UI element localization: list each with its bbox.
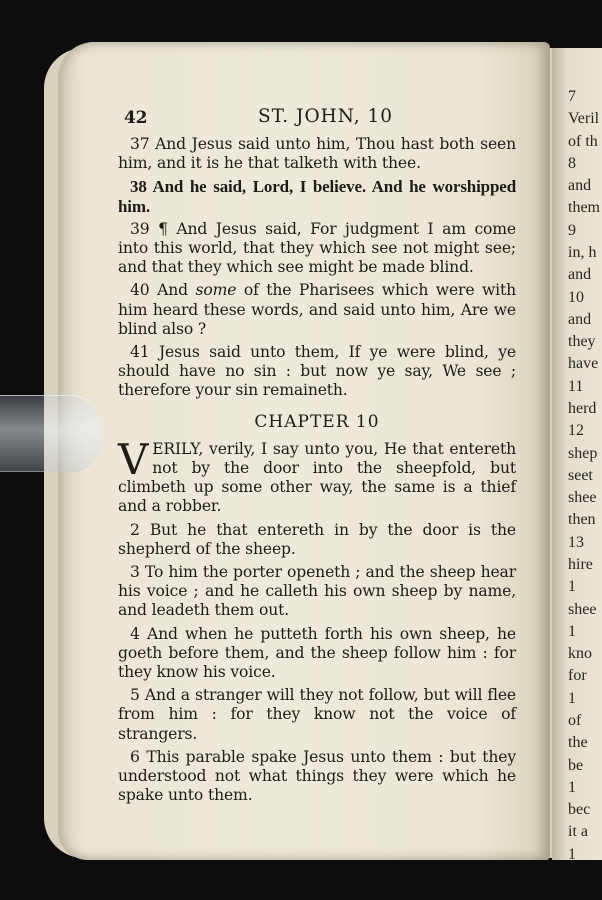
right-page-fragment: 12 (568, 422, 584, 440)
verse-number: 6 (130, 747, 140, 766)
verse-1 (118, 434, 516, 517)
right-page-fragment: 1 (568, 778, 576, 796)
verse-number: 3 (130, 563, 140, 582)
right-page-fragment: herd (568, 400, 597, 417)
right-page-fragment: of th (568, 132, 598, 150)
verse-text: This parable spake Jesus unto them : but they understood not what things they were which he spake unto them. (118, 747, 517, 805)
right-page-fragment: shep (568, 444, 598, 462)
right-page-fragment: 13 (568, 533, 584, 551)
right-page-fragment: 1 (568, 689, 576, 707)
verse-number: 2 (130, 520, 140, 539)
right-page-fragment: they (568, 333, 596, 351)
right-page-fragment: and (568, 310, 592, 328)
chapter-heading: CHAPTER 10 (254, 411, 380, 432)
verse-text: To him the porter openeth ; and the sheep hear his voice ; and he calleth his own sheep by name, and leadeth them out. (118, 563, 517, 620)
verse-text: ¶ And Jesus said, For judgment I am come into this world, that they which see not might see; and that they which see might be made blind. (118, 219, 516, 277)
right-page-edge (552, 48, 602, 860)
right-page-fragment: the (568, 734, 588, 752)
right-page-fragment: 11 (568, 377, 584, 395)
verse-text: And he said, Lord, I believe. And he worshipped him. (118, 177, 516, 216)
verse-text: And Jesus said unto him, Thou hast both seen him, and it is he that talketh with thee. (118, 135, 516, 173)
verse-41 (118, 343, 516, 401)
verse-number: 37 (130, 135, 150, 153)
right-page-fragment: kno (568, 645, 592, 663)
page-number: 42 (124, 108, 148, 128)
right-page-fragment: shee (568, 600, 597, 618)
verse-text: And (157, 281, 196, 300)
verse-italic-word: some (195, 281, 237, 300)
running-head (118, 105, 516, 135)
verse-text: But he that entereth in by the door is the shepherd of the sheep. (118, 520, 516, 558)
verse-number: 40 (130, 281, 150, 300)
verse-40 (118, 281, 516, 339)
verse-6 (118, 748, 516, 806)
right-page-fragment: shee (568, 489, 597, 507)
drop-cap: V (118, 434, 149, 484)
verse-2 (118, 521, 516, 559)
verse-text: And when he putteth forth his own sheep, he goeth before them, and the sheep follow him : for they know his voice. (118, 624, 517, 682)
verse-text: Jesus said unto them, If ye were blind, ye should have no sin : but now ye say, We see ; therefore your sin remaineth. (118, 343, 516, 400)
right-page-fragment: of (568, 712, 582, 729)
verse-text: And a stranger will they not follow, but will flee from him : for they know not the voice of strangers. (118, 686, 516, 743)
verse-number: 5 (130, 686, 140, 705)
right-page-fragment: and (568, 266, 592, 284)
verse-number: 39 (130, 219, 150, 238)
right-page-fragment: seet (568, 466, 593, 484)
running-title: ST. JOHN, 10 (258, 106, 394, 127)
verse-39 (118, 220, 516, 278)
verse-3 (118, 563, 516, 621)
verse-text: of the Pharisees which were with him heard these words, and said unto him, Are we blind also ? (118, 281, 516, 338)
right-page-fragment: 1 (568, 845, 576, 860)
right-page-fragment: hire (568, 556, 593, 573)
right-page-fragment: in, h (568, 244, 597, 261)
right-page-fragment: for (568, 667, 587, 685)
right-page-fragment: have (568, 355, 599, 373)
verse-number: 4 (130, 624, 140, 643)
verse-number: 38 (130, 177, 147, 197)
verse-number: 41 (130, 343, 150, 362)
right-page-fragment: them (568, 199, 600, 217)
right-page-fragment: then (568, 511, 596, 529)
right-page-fragment: 1 (568, 622, 576, 640)
right-page-fragment: it a (568, 823, 588, 841)
verse-5 (118, 686, 516, 744)
verse-4 (118, 625, 516, 683)
right-page-fragment: and (568, 177, 592, 195)
right-page-fragment: 1 (568, 578, 576, 596)
right-page-fragment: 7 (568, 88, 576, 105)
page-text (118, 105, 516, 810)
verse-38 (118, 177, 516, 215)
verse-37 (118, 135, 516, 173)
verse-text: ERILY, verily, I say unto you, He that entereth not by the door into the sheepfold, but climbeth up some other way, the same is a thief and a robber. (118, 439, 516, 516)
right-page-fragment: be (568, 756, 584, 774)
right-page-fragment: 8 (568, 154, 576, 172)
right-page-fragment: bec (568, 801, 591, 819)
page-tab-marker (0, 395, 100, 472)
right-page-fragment: 9 (568, 221, 576, 239)
right-page-fragment: 10 (568, 288, 584, 306)
right-page-fragment: Veril (568, 110, 600, 128)
